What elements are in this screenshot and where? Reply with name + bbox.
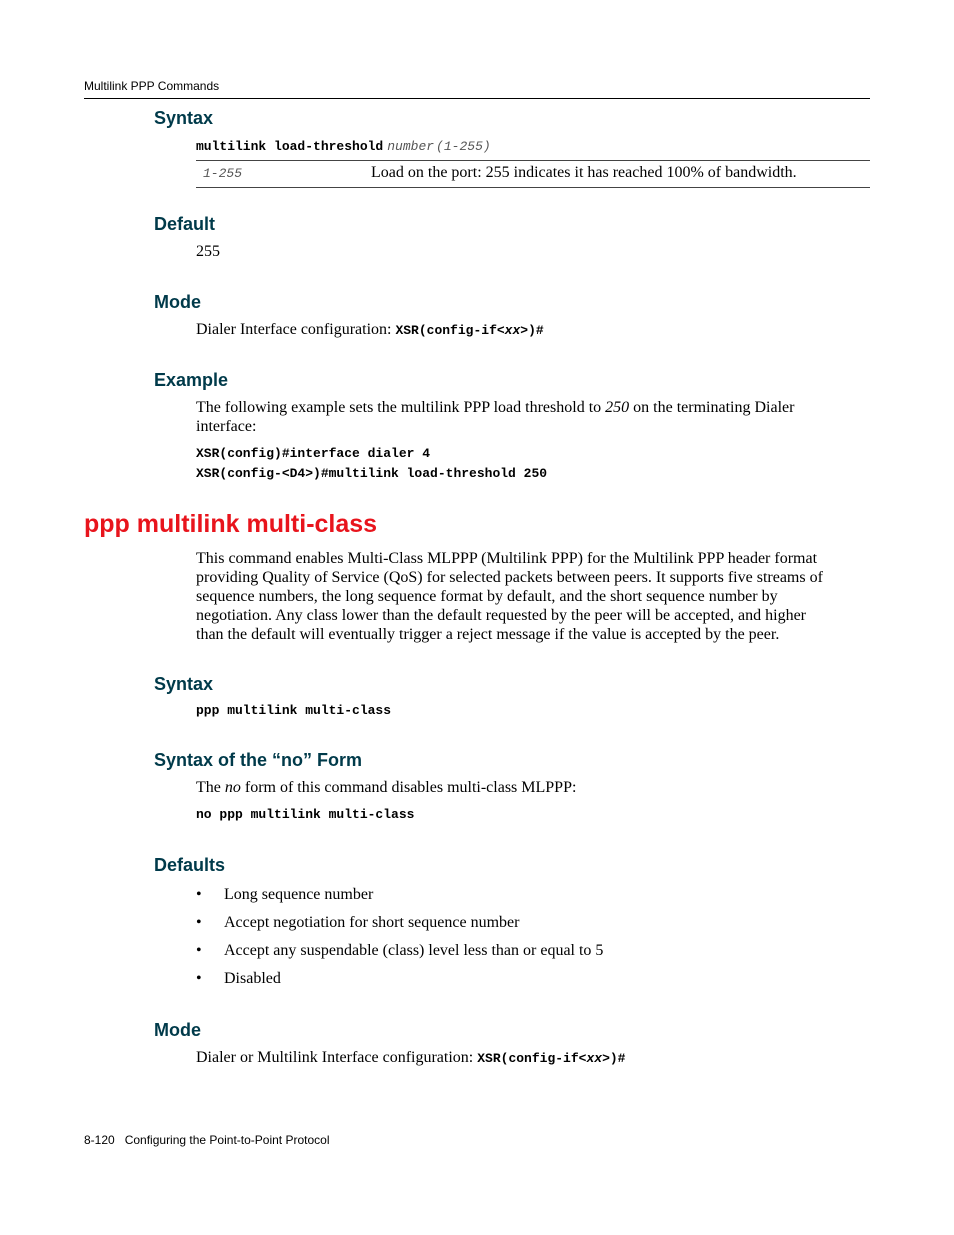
no-form-text-var: no (224, 779, 241, 796)
chapter-title: Configuring the Point-to-Point Protocol (124, 1133, 330, 1147)
syntax-range-close: ) (482, 139, 491, 154)
list-item-text: Disabled (224, 970, 281, 987)
page-number: 8-120 (84, 1133, 115, 1147)
mode2-heading: Mode (154, 1020, 201, 1040)
description-line: than the default will eventually trigger a reject message if the value is accepted by the peer. (196, 626, 780, 643)
syntax-range-open: ( (436, 139, 444, 154)
example-code-line-2: XSR(config-<D4>)#multilink load-threshold 250 (196, 466, 548, 481)
default-value: 255 (196, 243, 220, 260)
bullet: • (196, 914, 202, 931)
example-text-c: interface: (196, 418, 257, 435)
mode2-prompt-var: xx (586, 1051, 603, 1066)
syntax-command: multilink load-threshold (196, 139, 384, 154)
list-item-text: Accept any suspendable (class) level less than or equal to 5 (224, 942, 604, 959)
defaults-heading: Defaults (154, 855, 226, 875)
command-title: ppp multilink multi-class (84, 510, 378, 538)
example-heading: Example (154, 370, 229, 390)
syntax-range: 1-255 (443, 139, 483, 154)
list-item-text: Long sequence number (224, 886, 374, 903)
bullet: • (196, 942, 202, 959)
param-table-bottom-rule (196, 187, 870, 188)
mode2-prompt-b: >)# (602, 1051, 626, 1066)
mode-heading: Mode (154, 292, 201, 312)
mode-line (196, 320, 544, 340)
example-code-line-1: XSR(config)#interface dialer 4 (196, 446, 431, 461)
no-form-text-a: The (196, 779, 225, 796)
param-name: 1-255 (203, 166, 243, 181)
description-line: providing Quality of Service (QoS) for selected packets between peers. It supports five streams of (196, 569, 823, 586)
mode-text: Dialer Interface configuration: (196, 321, 396, 338)
mode-prompt-b: >)# (520, 323, 544, 338)
mode2-prompt-a: XSR(config-if< (477, 1051, 587, 1066)
description-line: negotiation. Any class lower than the default requested by the peer will be accepted, and higher (196, 607, 807, 624)
no-form-text-b: form of this command disables multi-class MLPPP: (240, 779, 577, 796)
syntax2-command: ppp multilink multi-class (196, 703, 392, 718)
mode2-text: Dialer or Multilink Interface configuration: (196, 1049, 478, 1066)
bullet: • (196, 886, 202, 903)
example-description (196, 398, 870, 436)
syntax-heading: Syntax (154, 108, 214, 128)
syntax-line (196, 137, 491, 155)
description-line: This command enables Multi-Class MLPPP (Multilink PPP) for the Multilink PPP header format (196, 550, 818, 567)
page-footer (84, 1133, 329, 1147)
no-form-command: no ppp multilink multi-class (196, 807, 415, 822)
syntax2-heading: Syntax (154, 674, 214, 694)
command-description (196, 549, 876, 644)
running-header: Multilink PPP Commands (84, 79, 220, 93)
syntax-arg: number (387, 139, 435, 154)
mode2-line (196, 1048, 625, 1068)
example-text-b: on the terminating Dialer (629, 399, 795, 416)
bullet: • (196, 970, 202, 987)
param-description: Load on the port: 255 indicates it has reached 100% of bandwidth. (371, 164, 797, 181)
no-form-description (196, 778, 576, 797)
param-table-row (196, 161, 870, 187)
mode-prompt-var: xx (504, 323, 521, 338)
example-text-a: The following example sets the multilink PPP load threshold to (196, 399, 606, 416)
mode-prompt-a: XSR(config-if< (395, 323, 505, 338)
no-form-heading: Syntax of the “no” Form (154, 750, 363, 770)
header-rule (84, 98, 870, 99)
example-text-var: 250 (605, 399, 630, 416)
default-heading: Default (154, 214, 216, 234)
description-line: sequence numbers, the long sequence format by default, and the short sequence number by (196, 588, 778, 605)
list-item-text: Accept negotiation for short sequence number (224, 914, 520, 931)
